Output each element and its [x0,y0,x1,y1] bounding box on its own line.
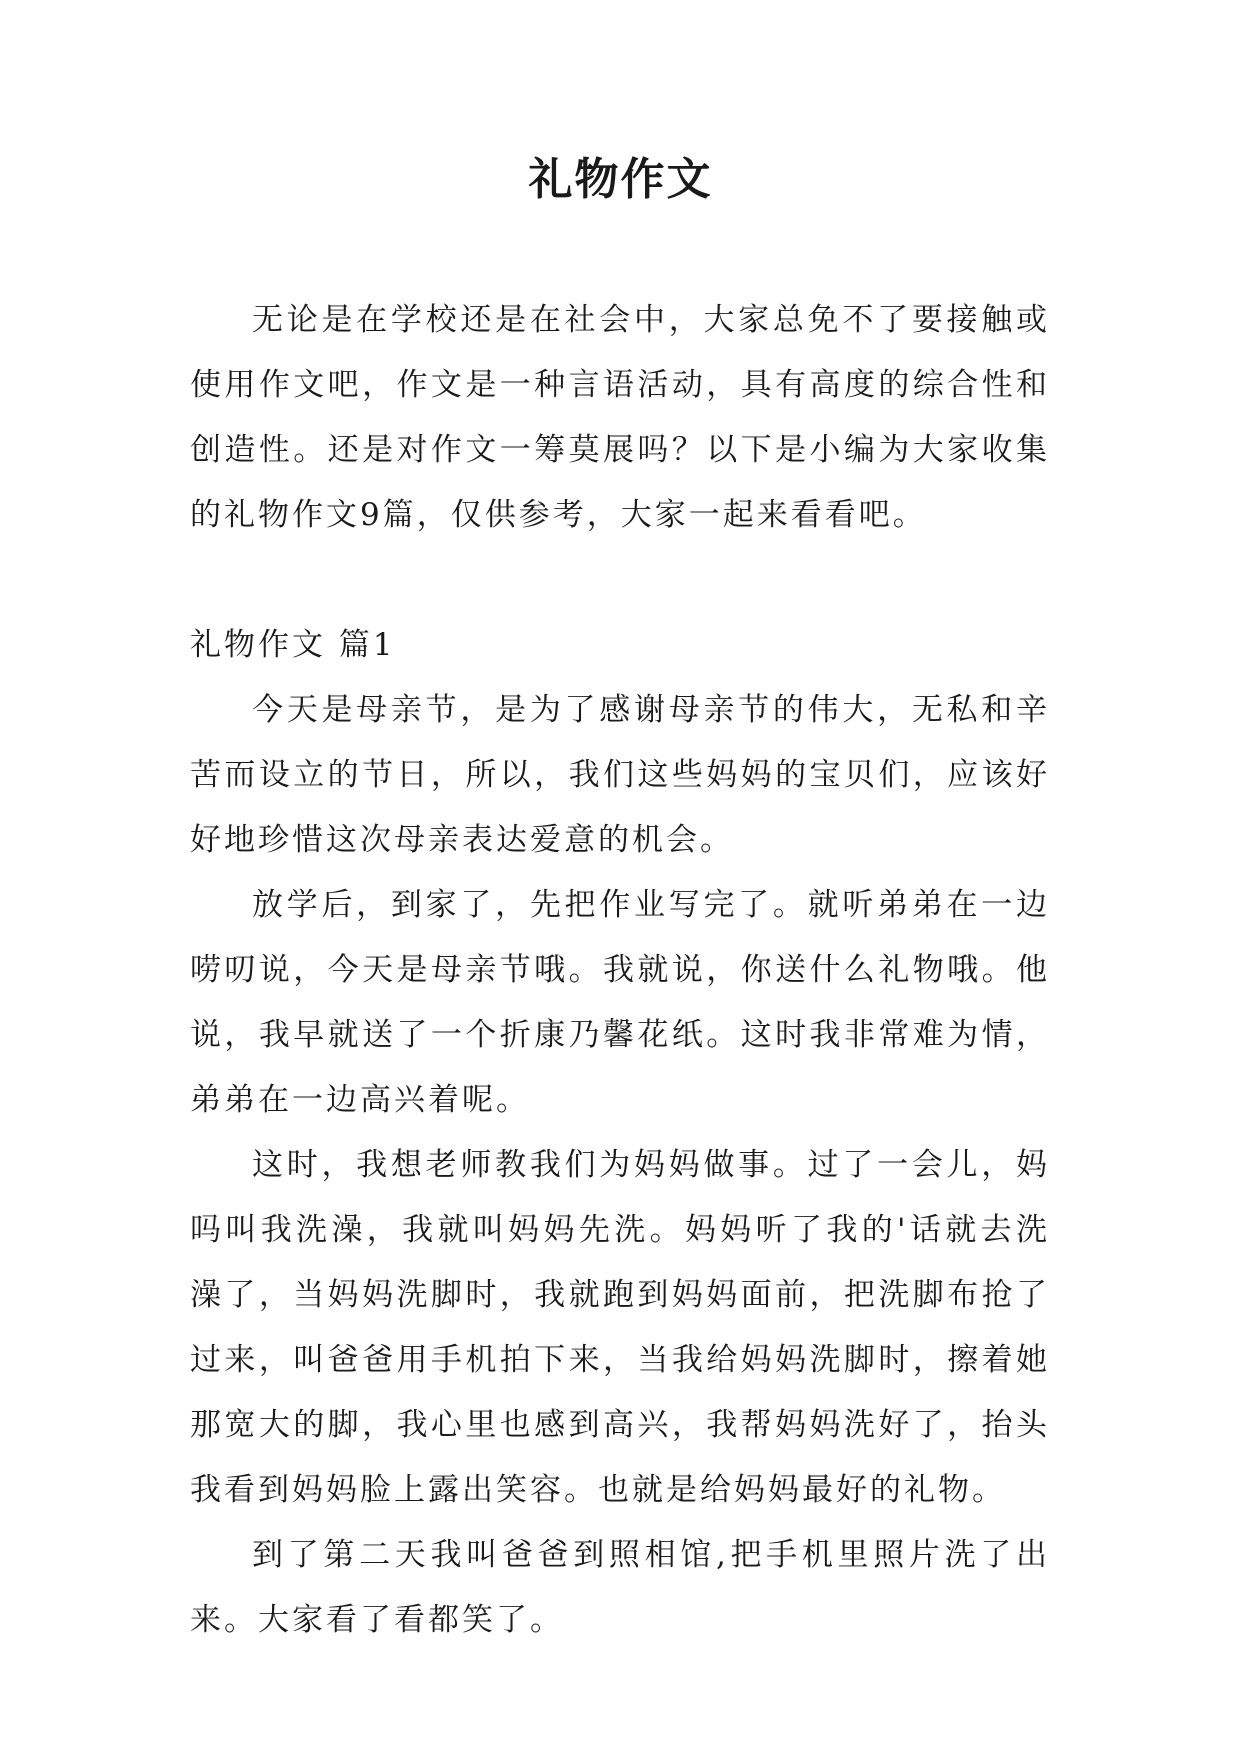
document-body [190,288,1050,1653]
paragraph-4: 到了第二天我叫爸爸到照相馆,把手机里照片洗了出来。大家看了看都笑了。 [190,1537,1050,1638]
paragraph-2: 放学后，到家了，先把作业写完了。就听弟弟在一边唠叨说，今天是母亲节哦。我就说，你送什么礼物哦。他说，我早就送了一个折康乃馨花纸。这时我非常难为情，弟弟在一边高兴着呢。 [190,887,1050,1118]
intro-paragraph: 无论是在学校还是在社会中，大家总免不了要接触或使用作文吧，作文是一种言语活动，具有高度的综合性和创造性。还是对作文一筹莫展吗？以下是小编为大家收集的礼物作文9篇，仅供参考，大家一起来看看吧。 [190,302,1050,533]
paragraph-1: 今天是母亲节，是为了感谢母亲节的伟大，无私和辛苦而设立的节日，所以，我们这些妈妈的宝贝们，应该好好地珍惜这次母亲表达爱意的机会。 [190,692,1050,858]
section-heading: 礼物作文 篇1 [190,627,396,663]
paragraph-3: 这时，我想老师教我们为妈妈做事。过了一会儿，妈吗叫我洗澡，我就叫妈妈先洗。妈妈听了我的'话就去洗澡了，当妈妈洗脚时，我就跑到妈妈面前，把洗脚布抢了过来，叫爸爸用手机拍下来，当我给妈妈洗脚时，擦着她那宽大的脚，我心里也感到高兴，我帮妈妈洗好了，抬头我看到妈妈脸上露出笑容。也就是给妈妈最好的礼物。 [190,1147,1050,1508]
document-title: 礼物作文 [528,154,713,205]
